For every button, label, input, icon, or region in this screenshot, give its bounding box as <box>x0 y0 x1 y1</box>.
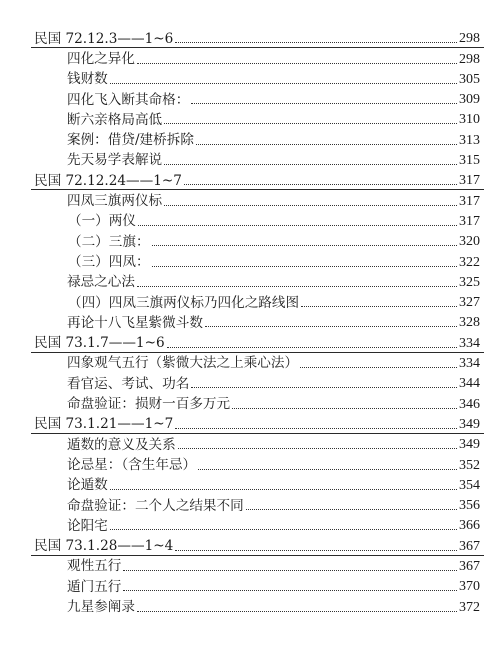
toc-entry-title: （三）四凤： <box>68 253 150 270</box>
page-number: 317 <box>459 213 480 229</box>
page-number: 344 <box>459 376 480 392</box>
dot-leader <box>110 489 457 490</box>
toc-section-title: 民国 72.12.3——1~6 <box>34 30 174 47</box>
toc-entry-title: 四凤三旗两仪标 <box>67 193 163 210</box>
page-number: 322 <box>459 254 480 270</box>
dot-leader <box>110 529 457 530</box>
page-number: 370 <box>459 579 480 595</box>
page-number: 349 <box>459 416 480 432</box>
toc-entry-title: 四化之异化 <box>67 51 135 67</box>
page-number: 325 <box>459 274 480 290</box>
page-number: 334 <box>459 356 480 372</box>
page-number: 346 <box>459 396 480 412</box>
page-number: 328 <box>459 315 480 331</box>
page-number: 317 <box>459 193 480 209</box>
toc-entry-row[interactable] <box>0 392 504 412</box>
dot-leader <box>167 347 457 348</box>
dot-leader <box>191 103 457 104</box>
toc-entry-title: 遁数的意义及关系 <box>67 436 176 453</box>
dot-leader <box>137 286 457 287</box>
dot-leader <box>164 123 457 124</box>
toc-entry-title: 命盘验证：损财一百多万元 <box>67 396 231 413</box>
dot-leader <box>137 63 457 64</box>
dot-leader <box>246 509 457 510</box>
toc-entry-row[interactable] <box>0 474 504 494</box>
page-number: 298 <box>459 31 480 47</box>
toc-entry-row[interactable] <box>0 230 504 250</box>
toc-entry-row[interactable] <box>0 149 504 169</box>
dot-leader <box>123 590 457 591</box>
dot-leader <box>301 306 457 307</box>
toc-section-row[interactable] <box>0 27 504 47</box>
toc-entry-row[interactable] <box>0 595 504 615</box>
dot-leader <box>152 266 457 267</box>
table-of-contents <box>0 27 504 616</box>
dot-leader <box>164 164 457 165</box>
toc-section-row[interactable] <box>0 413 504 433</box>
toc-entry-title: 断六亲格局高低 <box>67 111 163 128</box>
toc-entry-title: （四）四凤三旗两仪标乃四化之路线图 <box>68 294 300 311</box>
toc-entry-row[interactable] <box>0 555 504 575</box>
toc-section-row[interactable] <box>0 534 504 554</box>
toc-entry-row[interactable] <box>0 250 504 270</box>
toc-entry-title: 先天易学表解说 <box>67 152 163 169</box>
dot-leader <box>300 367 457 368</box>
dot-leader <box>175 550 457 551</box>
dot-leader <box>191 387 457 388</box>
dot-leader <box>232 408 457 409</box>
dot-leader <box>196 144 457 145</box>
toc-section-title: 民国 73.1.7——1~6 <box>34 335 165 352</box>
toc-entry-row[interactable] <box>0 291 504 311</box>
dot-leader <box>164 205 457 206</box>
dot-leader <box>184 184 457 185</box>
toc-entry-title: 看官运、考试、功名 <box>67 375 190 392</box>
dot-leader <box>123 570 457 571</box>
toc-entry-title: （一）两仪 <box>68 213 136 230</box>
toc-entry-row[interactable] <box>0 47 504 67</box>
toc-entry-title: 命盘验证：二个人之结果不同 <box>67 497 244 514</box>
toc-section-row[interactable] <box>0 331 504 351</box>
toc-entry-title: （二）三旗： <box>68 233 150 250</box>
toc-entry-row[interactable] <box>0 210 504 230</box>
page-number: 310 <box>459 112 480 128</box>
page-number: 320 <box>459 234 480 250</box>
page-number: 352 <box>459 457 480 473</box>
toc-entry-row[interactable] <box>0 514 504 534</box>
page-number: 354 <box>459 477 480 493</box>
dot-leader <box>137 611 457 612</box>
toc-entry-title: 论忌星：（含生年忌） <box>67 456 197 473</box>
toc-entry-title: 案例：借贷/建桥拆除 <box>67 132 194 149</box>
toc-entry-row[interactable] <box>0 68 504 88</box>
dot-leader <box>205 326 457 327</box>
page-number: 298 <box>459 51 480 67</box>
toc-entry-row[interactable] <box>0 128 504 148</box>
toc-entry-row[interactable] <box>0 189 504 209</box>
dot-leader <box>178 448 457 449</box>
page-number: 327 <box>459 295 480 311</box>
toc-section-row[interactable] <box>0 169 504 189</box>
page-number: 317 <box>459 173 480 189</box>
toc-entry-title: 论阳宅 <box>67 517 108 534</box>
toc-entry-row[interactable] <box>0 311 504 331</box>
toc-entry-title: 遁门五行 <box>67 578 122 595</box>
toc-entry-title: 论遁数 <box>67 477 108 494</box>
page-number: 315 <box>459 153 480 169</box>
toc-entry-title: 禄忌之心法 <box>67 274 135 291</box>
toc-entry-title: 钱财数 <box>67 71 108 88</box>
toc-entry-row[interactable] <box>0 352 504 372</box>
page-number: 367 <box>459 538 480 554</box>
toc-section-title: 民国 72.12.24——1~7 <box>34 172 182 189</box>
toc-entry-row[interactable] <box>0 433 504 453</box>
toc-entry-row[interactable] <box>0 271 504 291</box>
toc-entry-row[interactable] <box>0 88 504 108</box>
page-number: 372 <box>459 599 480 615</box>
page-number: 334 <box>459 335 480 351</box>
toc-entry-title: 观性五行 <box>67 558 122 575</box>
page-number: 356 <box>459 498 480 514</box>
toc-entry-title: 九星参阐录 <box>67 599 135 616</box>
page-number: 366 <box>459 518 480 534</box>
page-number: 313 <box>459 132 480 148</box>
dot-leader <box>198 469 457 470</box>
dot-leader <box>152 245 457 246</box>
toc-entry-row[interactable] <box>0 575 504 595</box>
page-number: 309 <box>459 92 480 108</box>
toc-entry-title: 四化飞入断其命格： <box>67 91 190 108</box>
toc-entry-row[interactable] <box>0 108 504 128</box>
dot-leader <box>175 42 457 43</box>
toc-entry-title: 四象观气五行（紫微大法之上乘心法） <box>67 355 299 372</box>
toc-entry-row[interactable] <box>0 494 504 514</box>
dot-leader <box>110 83 457 84</box>
page-number: 349 <box>459 437 480 453</box>
toc-entry-title: 再论十八飞星紫微斗数 <box>67 314 203 331</box>
page-number: 305 <box>459 71 480 87</box>
dot-leader <box>175 428 457 429</box>
toc-section-title: 民国 73.1.21——1~7 <box>34 416 174 433</box>
page-number: 367 <box>459 559 480 575</box>
dot-leader <box>138 225 457 226</box>
toc-entry-row[interactable] <box>0 372 504 392</box>
toc-section-title: 民国 73.1.28——1~4 <box>34 538 174 555</box>
toc-entry-row[interactable] <box>0 453 504 473</box>
